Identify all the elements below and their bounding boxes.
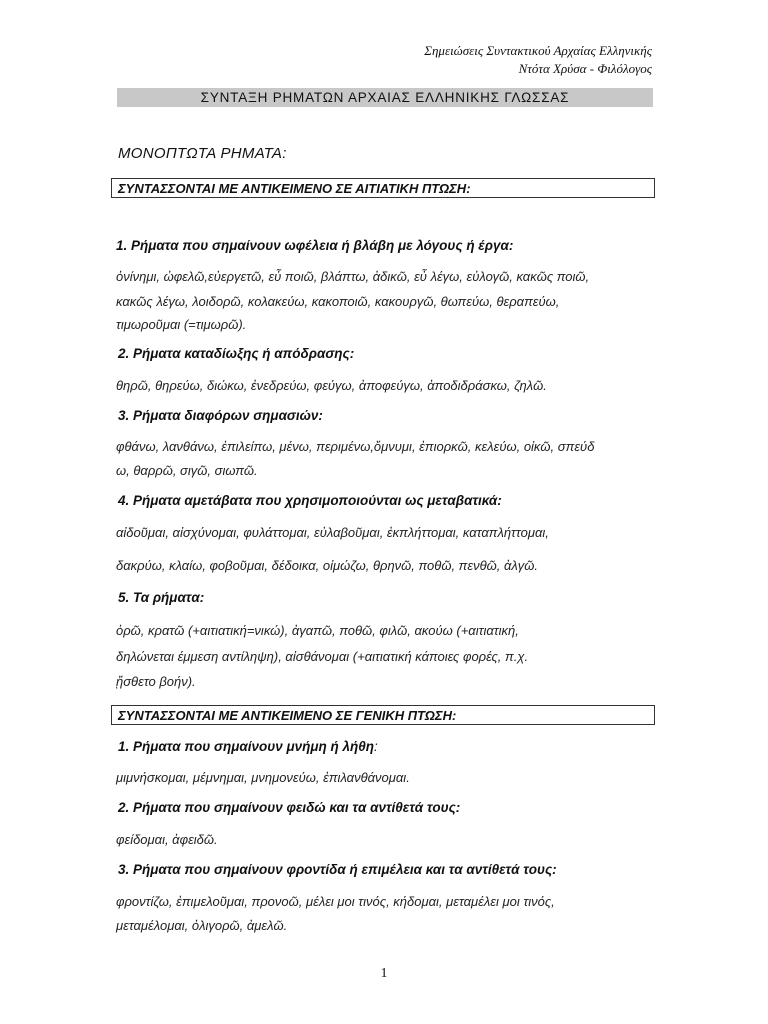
gen-group-2-title: 2. Ρήματα που σημαίνουν φειδώ και τα αντίθετά τους: bbox=[118, 800, 461, 815]
gen-group-3-title: 3. Ρήματα που σημαίνουν φροντίδα ή επιμέλεια και τα αντίθετά τους: bbox=[118, 862, 557, 877]
acc-group-4-line-2: δακρύω, κλαίω, φοβοῦμαι, δέδοικα, οἰμώζω, θρηνῶ, ποθῶ, πενθῶ, ἀλγῶ. bbox=[116, 558, 539, 573]
gen-group-2-line-1: φείδομαι, ἀφειδῶ. bbox=[116, 832, 218, 847]
acc-group-5-title: 5. Τα ρήματα: bbox=[118, 590, 205, 605]
acc-group-3-line-2: ω, θαρρῶ, σιγῶ, σιωπῶ. bbox=[116, 463, 258, 478]
gen-group-1-title-text: 1. Ρήματα που σημαίνουν μνήμη ή λήθη bbox=[118, 739, 375, 754]
acc-group-1-line-1: ὀνίνημι, ὠφελῶ,εὐεργετῶ, εὖ ποιῶ, βλάπτω, ἀδικῶ, εὖ λέγω, εὐλογῶ, κακῶς ποιῶ, bbox=[116, 269, 590, 284]
gen-group-1-title-suffix: : bbox=[374, 739, 378, 754]
acc-group-3-line-1: φθάνω, λανθάνω, ἐπιλείπω, μένω, περιμένω,ὄμνυμι, ἐπιορκῶ, κελεύω, οἰκῶ, σπεύδ bbox=[116, 439, 595, 454]
acc-group-5-line-3: ᾔσθετο βοήν). bbox=[116, 674, 196, 689]
subtitle: ΜΟΝΟΠΤΩΤΑ ΡΗΜΑΤΑ: bbox=[118, 145, 287, 162]
header-line-2: Ντότα Χρύσα - Φιλόλογος bbox=[518, 61, 652, 76]
gen-group-3-line-2: μεταμέλομαι, ὀλιγορῶ, ἀμελῶ. bbox=[116, 918, 288, 933]
section-genitive-heading: ΣΥΝΤΑΣΣΟΝΤΑΙ ΜΕ ΑΝΤΙΚΕΙΜΕΝΟ ΣΕ ΓΕΝΙΚΗ ΠΤΩΣΗ: bbox=[111, 705, 655, 725]
gen-group-1-line-1: μιμνήσκομαι, μέμνημαι, μνημονεύω, ἐπιλανθάνομαι. bbox=[116, 770, 410, 785]
acc-group-2-title: 2. Ρήματα καταδίωξης ή απόδρασης: bbox=[118, 346, 355, 361]
acc-group-3-title: 3. Ρήματα διαφόρων σημασιών: bbox=[118, 408, 323, 423]
acc-group-1-line-2: κακῶς λέγω, λοιδορῶ, κολακεύω, κακοποιῶ, κακουργῶ, θωπεύω, θεραπεύω, bbox=[116, 294, 560, 309]
page-number: 1 bbox=[380, 966, 388, 981]
document-title: ΣΥΝΤΑΞΗ ΡΗΜΑΤΩΝ ΑΡΧΑΙΑΣ ΕΛΛΗΝΙΚΗΣ ΓΛΩΣΣΑΣ bbox=[117, 88, 653, 107]
acc-group-4-line-1: αἰδοῦμαι, αἰσχύνομαι, φυλάττομαι, εὐλαβοῦμαι, ἐκπλήττομαι, καταπλήττομαι, bbox=[116, 525, 549, 540]
acc-group-1-title: 1. Ρήματα που σημαίνουν ωφέλεια ή βλάβη με λόγους ή έργα: bbox=[116, 238, 514, 253]
gen-group-1-title bbox=[118, 739, 378, 754]
acc-group-1-line-3: τιμωροῦμαι (=τιμωρῶ). bbox=[116, 317, 247, 332]
acc-group-4-title: 4. Ρήματα αμετάβατα που χρησιμοποιούνται ως μεταβατικά: bbox=[118, 493, 502, 508]
acc-group-5-line-2: δηλώνεται έμμεση αντίληψη), αἰσθάνομαι (+αιτιατική κάποιες φορές, π.χ. bbox=[116, 649, 529, 664]
gen-group-3-line-1: φροντίζω, ἐπιμελοῦμαι, προνοῶ, μέλει μοι τινός, κήδομαι, μεταμέλει μοι τινός, bbox=[116, 894, 555, 909]
header-line-1: Σημειώσεις Συντακτικού Αρχαίας Ελληνικής bbox=[424, 43, 652, 58]
section-accusative-heading: ΣΥΝΤΑΣΣΟΝΤΑΙ ΜΕ ΑΝΤΙΚΕΙΜΕΝΟ ΣΕ ΑΙΤΙΑΤΙΚΗ ΠΤΩΣΗ: bbox=[111, 178, 655, 198]
acc-group-2-line-1: θηρῶ, θηρεύω, διώκω, ἐνεδρεύω, φεύγω, ἀποφεύγω, ἀποδιδράσκω, ζηλῶ. bbox=[116, 378, 547, 393]
acc-group-5-line-1: ὁρῶ, κρατῶ (+αιτιατική=νικώ), ἀγαπῶ, ποθῶ, φιλῶ, ακούω (+αιτιατική, bbox=[116, 623, 519, 638]
